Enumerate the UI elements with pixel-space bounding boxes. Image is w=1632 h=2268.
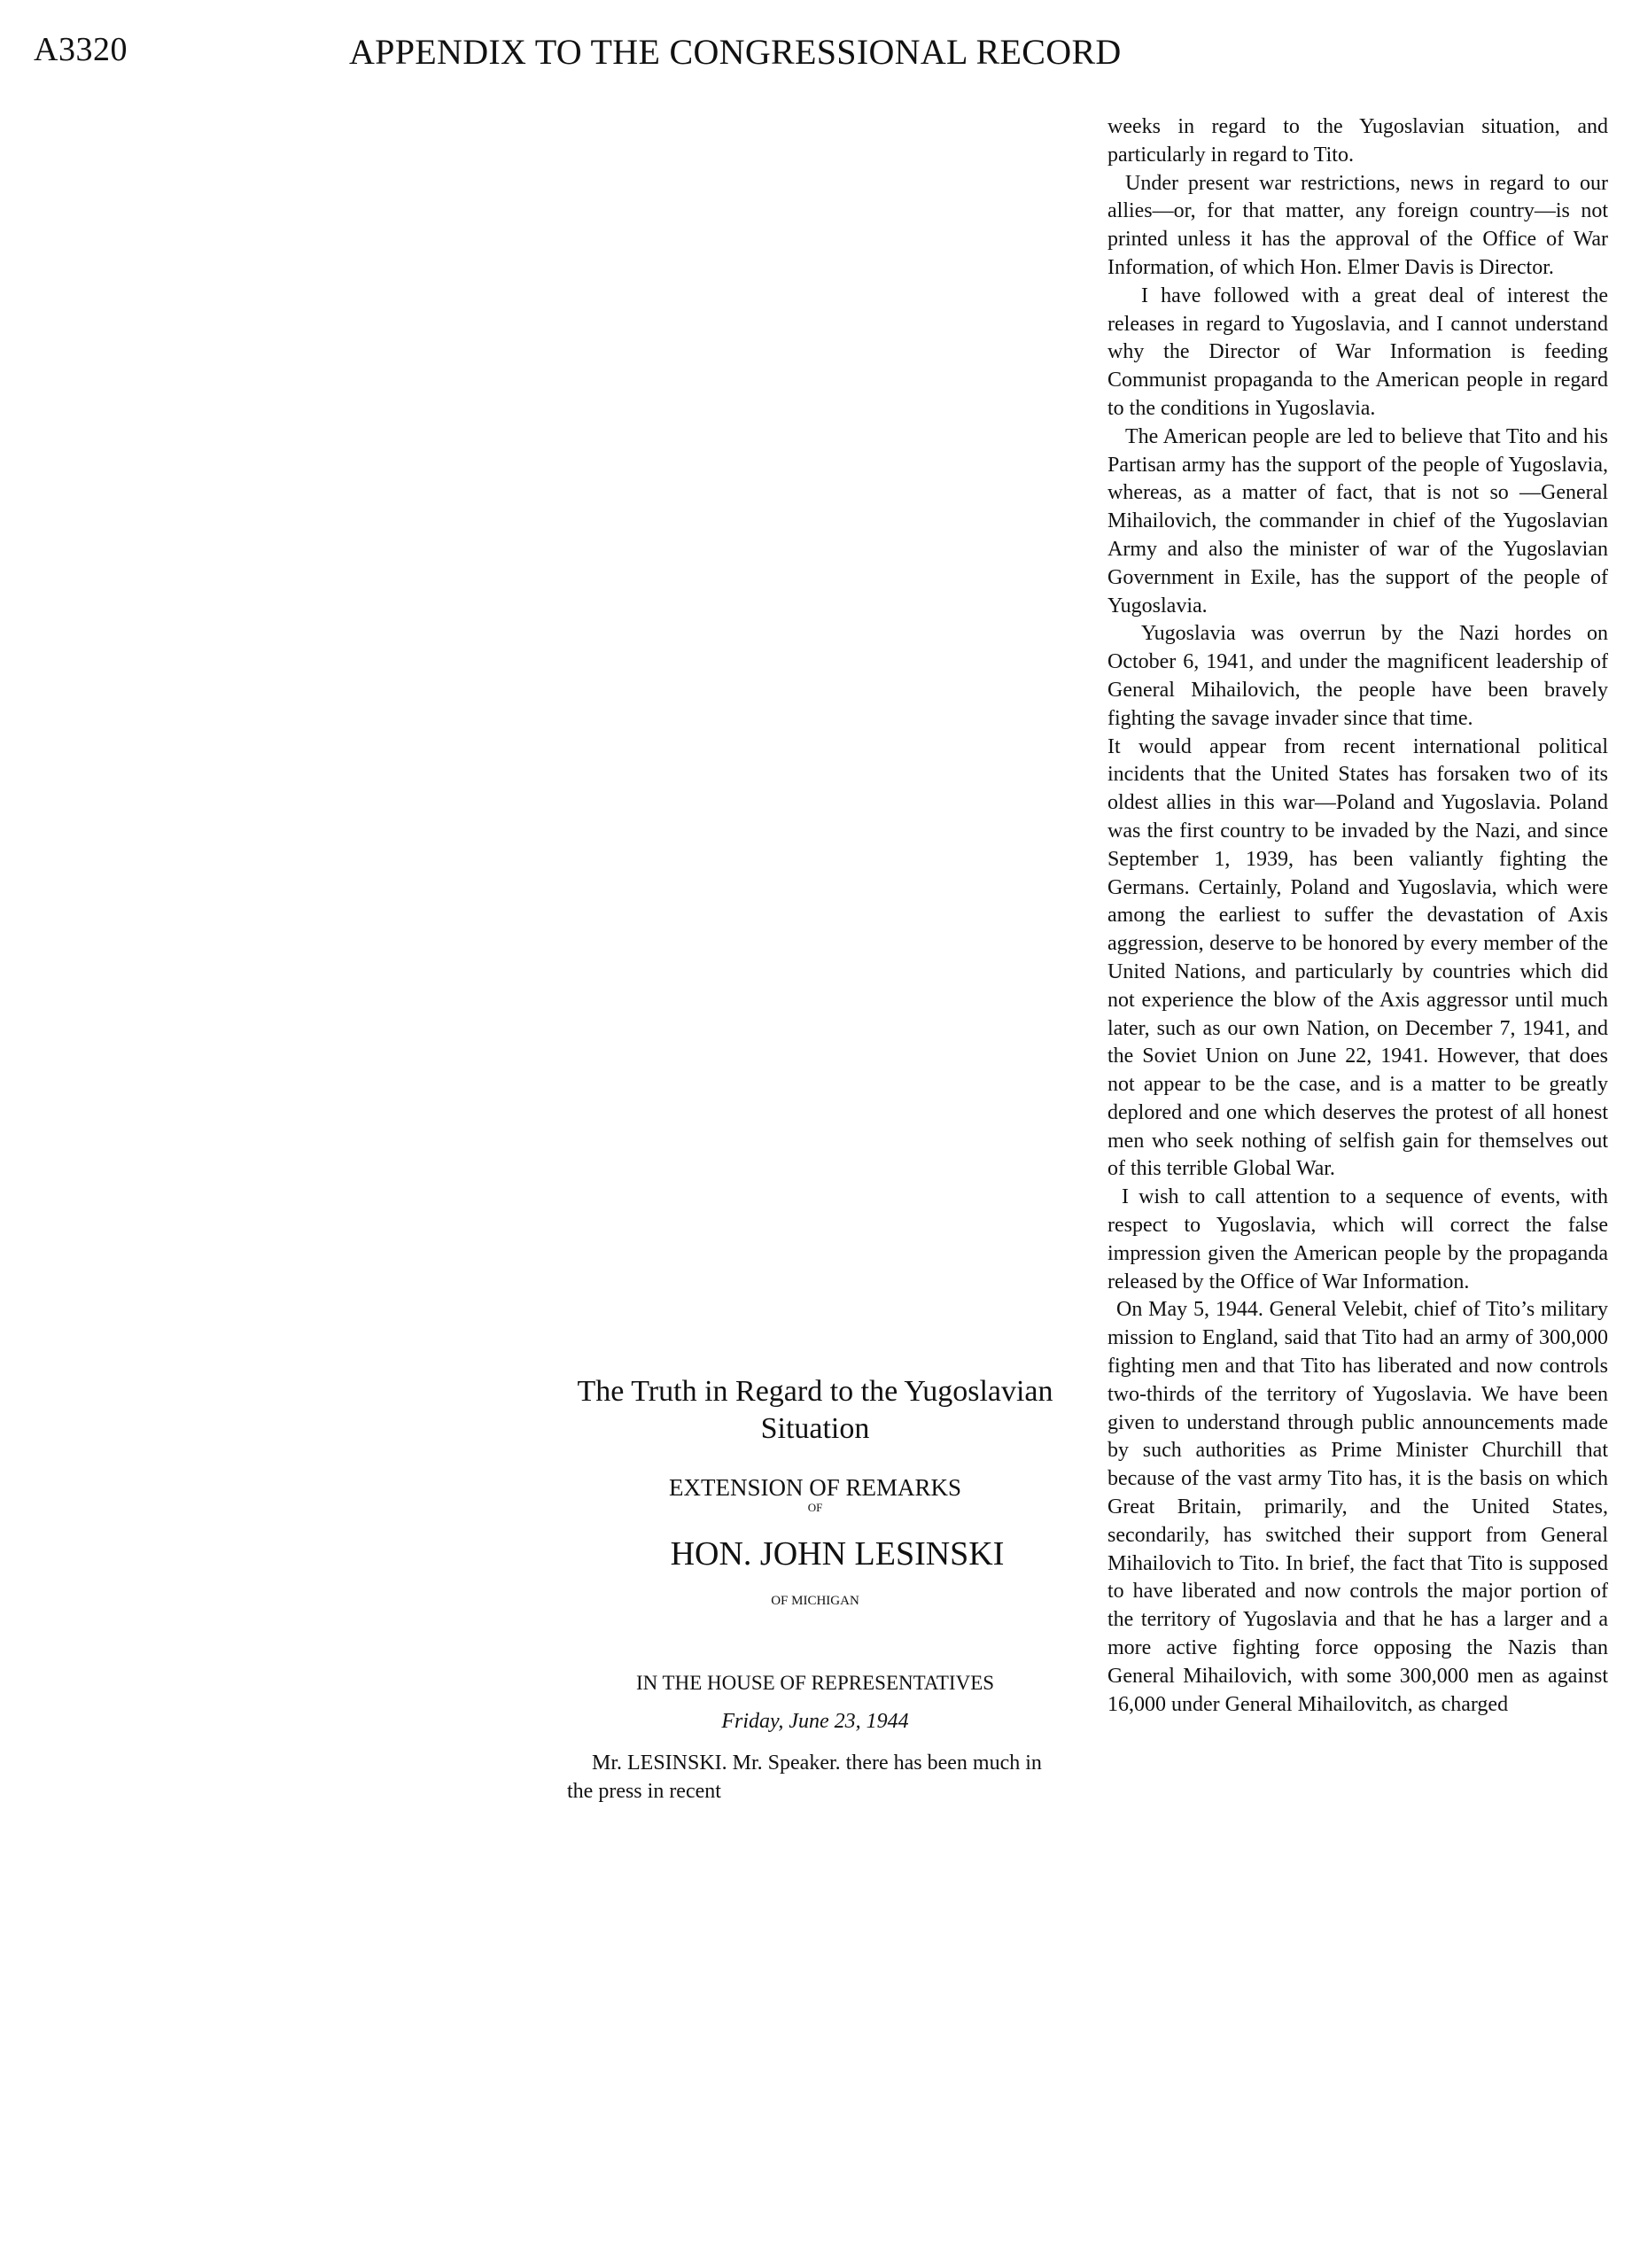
paragraph: I wish to call attention to a sequence of events, with respect to Yugoslavia, which will correct the false impression given the American people by the propaganda released by the Office of War Information. [1107, 1185, 1608, 1293]
of-label: OF [807, 1501, 823, 1514]
member-name: HON. JOHN LESINSKI [670, 1535, 1005, 1573]
paragraph: It would appear from recent international political incidents that the United States has forsaken two of its oldest allies in this war—Poland and Yugoslavia. Poland was the first country to be invaded by the Nazi, and since September 1, 1939, has been valiantly fighting the Germans. Certainly, Poland and Yugoslavia, which were among the earliest to suffer the devastation of Axis aggression, deserve to be honored by every member of the United Nations, and particularly by countries which did not experience the blow of the Axis aggressor until much later, such as our own Nation, on December 7, 1941, and the Soviet Union on June 22, 1941. However, that does not appear to be the case, and is a matter to be greatly deplored and one which deserves the protest of all honest men who seek nothing of selfish gain for themselves out of this terrible Global War. [1107, 734, 1608, 1181]
chamber-heading: IN THE HOUSE OF REPRESENTATIVES [635, 1672, 995, 1694]
continuation-column [1107, 113, 1608, 1719]
paragraph: I have followed with a great deal of interest the releases in regard to Yugoslavia, and I cannot understand why the Director of War Information is feeding Communist propaganda to the American people in regard to the conditions in Yugoslavia. [1107, 284, 1608, 420]
date-line: Friday, June 23, 1944 [721, 1710, 909, 1733]
paragraph: weeks in regard to the Yugoslavian situation, and particularly in regard to Tito. [1107, 115, 1608, 167]
opening-paragraph: Mr. LESINSKI. Mr. Speaker. there has been much in the press in recent [567, 1751, 1042, 1803]
paragraph: On May 5, 1944. General Velebit, chief of Tito’s military mission to England, said that Tito had an army of 300,000 fighting men and that Tito has liberated and now controls two-thirds of the territory of Yugoslavia. We have been given to understand through public announcements made by such authorities as Prime Minister Churchill that because of the vast army Tito has, it is the basis on which Great Britain, primarily, and the United States, secondarily, has switched their support from General Mihailovich to Tito. In brief, the fact that Tito is supposed to have liberated and now controls the major portion of the territory of Yugoslavia and that he has a larger and a more active fighting force opposing the Nazis than General Mihailovich, with some 300,000 men as against 16,000 under General Mihailovitch, as charged [1107, 1298, 1608, 1716]
article-title: The Truth in Regard to the Yugoslavian Situation [577, 1375, 1053, 1445]
paragraph: Yugoslavia was overrun by the Nazi hordes on October 6, 1941, and under the magnificent leadership of General Mihailovich, the people have been bravely fighting the savage invader since that time. [1107, 622, 1608, 730]
page-number: A3320 [34, 31, 128, 68]
paragraph: Under present war restrictions, news in regard to our allies—or, for that matter, any foreign country—is not printed unless it has the approval of the Office of War Information, of which Hon. Elmer Davis is Director. [1107, 171, 1608, 279]
member-state: OF MICHIGAN [771, 1594, 859, 1608]
extension-of-remarks: EXTENSION OF REMARKS [668, 1474, 962, 1501]
running-head: APPENDIX TO THE CONGRESSIONAL RECORD [349, 32, 1122, 72]
article-heading-column [567, 1373, 1063, 1806]
paragraph: The American people are led to believe that Tito and his Partisan army has the support of the people of Yugoslavia, whereas, as a matter of fact, that is not so —General Mihailovich, the commander in chief of the Yugoslavian Army and also the minister of war of the Yugoslavian Government in Exile, has the support of the people of Yugoslavia. [1107, 424, 1608, 617]
